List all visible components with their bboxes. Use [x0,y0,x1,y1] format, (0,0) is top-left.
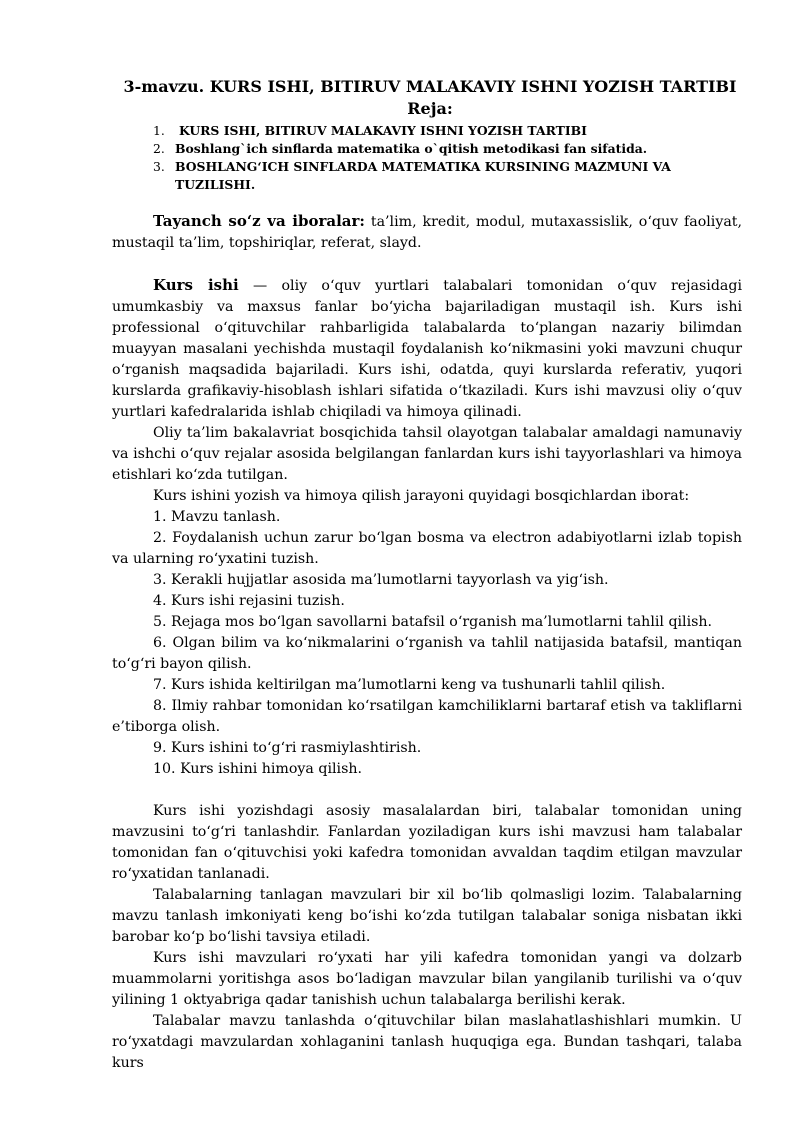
plan-item-number: 3. [153,159,165,174]
plan-list [153,122,713,194]
body-paragraph: Kurs ishi mavzulari ro‘yxati har yili kafedra tomonidan yangi va dolzarb muammolarni yoritishga asos bo‘ladigan mavzular bilan yangilanib turilishi va o‘quv yilining 1 oktyabriga qadar tanishish uchun talabalarga berilishi kerak. [112,950,742,1008]
stage-item: 3. Kerakli hujjatlar asosida ma’lumotlarni tayyorlash va yig‘ish. [153,572,609,588]
body-paragraph: Talabalarning tanlagan mavzulari bir xil bo‘lib qolmasligi lozim. Talabalarning mavzu tanlash imkoniyati keng bo‘ishi ko‘zda tutilgan talabalar soniga nisbatan ikki barobar ko‘p bo‘lishi tavsiya etiladi. [112,887,742,945]
stage-item: 10. Kurs ishini himoya qilish. [153,761,363,777]
keywords-label: Tayanch so‘z va iboralar: [153,212,365,230]
stage-item: 2. Foydalanish uchun zarur bo‘lgan bosma va electron adabiyotlarni izlab topish va ularning ro‘yxatini tuzish. [112,530,742,567]
plan-item-number: 2. [153,141,165,156]
stage-item: 5. Rejaga mos bo‘lgan savollarni batafsil o‘rganish ma’lumotlarni tahlil qilish. [153,614,713,630]
stages-intro: Kurs ishini yozish va himoya qilish jarayoni quyidagi bosqichlardan iborat: [153,488,690,504]
plan-item-3 [153,158,713,194]
keywords-paragraph [112,211,742,254]
body-paragraph: Talabalar mavzu tanlashda o‘qituvchilar bilan maslahatlashishlari mumkin. U ro‘yxatdagi mavzulardan xohlaganini tanlash huquqiga ega. Bundan tashqari, talaba kurs [112,1013,742,1071]
bakalavr-paragraph: Oliy ta’lim bakalavriat bosqichida tahsil olayotgan talabalar amaldagi namunaviy va ishchi o‘quv rejalar asosida belgilangan fanlardan kurs ishi tayyorlashlari va himoya etishlari ko‘zda tutilgan. [112,425,742,483]
definition-text: — oliy o‘quv yurtlari talabalari tomonidan o‘quv rejasidagi umumkasbiy va maxsus fanlar bo‘yicha bajariladigan mustaqil ish. Kurs ishi professional o‘qituvchilar rahbarligida talabalarda to‘plangan nazariy bilimdan muayyan masalani yechishda mustaqil foydalanish ko‘nikmasini yoki mavzuni chuqur o‘rganish maqsadida bajariladi. Kurs ishi, odatda, quyi kurslarda referativ, yuqori kurslarda grafikaviy-hisoblash ishlari sifatida o‘tkaziladi. Kurs ishi mavzusi oliy o‘quv yurtlari kafedralarida ishlab chiqiladi va himoya qilinadi. [112,278,742,420]
stage-item: 4. Kurs ishi rejasini tuzish. [153,593,345,609]
stage-item: 1. Mavzu tanlash. [153,509,281,525]
stage-item: 6. Olgan bilim va ko‘nikmalarini o‘rganish va tahlil natijasida batafsil, mantiqan to‘g‘ri bayon qilish. [112,635,742,672]
keywords-text: ta’lim, kredit, modul, mutaxassislik, o‘quv faoliyat, mustaqil ta’lim, topshiriqlar, referat, slayd. [112,214,743,251]
stage-item: 9. Kurs ishini to‘g‘ri rasmiylashtirish. [153,740,422,756]
stage-item: 8. Ilmiy rahbar tomonidan ko‘rsatilgan kamchiliklarni bartaraf etish va takliflarni e’tiborga olish. [112,698,742,735]
definition-paragraph [112,275,742,423]
plan-item-text: BOSHLANG‘ICH SINFLARDA MATEMATIKA KURSINING MAZMUNI VA TUZILISHI. [175,159,671,192]
plan-heading: Reja: [407,99,453,118]
plan-item-1 [153,122,713,140]
body-paragraph: Kurs ishi yozishdagi asosiy masalalardan biri, talabalar tomonidan uning mavzusini to‘g‘ri tanlashdir. Fanlardan yoziladigan kurs ishi mavzusi ham talabalar tomonidan fan o‘qituvchisi yoki kafedra tomonidan avvaldan taqdim etilgan mavzular ro‘yxatidan tanlanadi. [112,803,742,882]
plan-item-number: 1. [153,123,165,138]
plan-item-text: KURS ISHI, BITIRUV MALAKAVIY ISHNI YOZISH TARTIBI [179,123,587,138]
plan-item-text: Boshlang`ich sinflarda matematika o`qitish metodikasi fan sifatida. [175,141,648,156]
plan-item-2 [153,140,713,158]
stage-item: 7. Kurs ishida keltirilgan ma’lumotlarni keng va tushunarli tahlil qilish. [153,677,666,693]
document-body [112,211,742,1074]
definition-term: Kurs ishi [153,276,239,294]
page-title: 3-mavzu. KURS ISHI, BITIRUV MALAKAVIY ISHNI YOZISH TARTIBI [123,77,737,96]
